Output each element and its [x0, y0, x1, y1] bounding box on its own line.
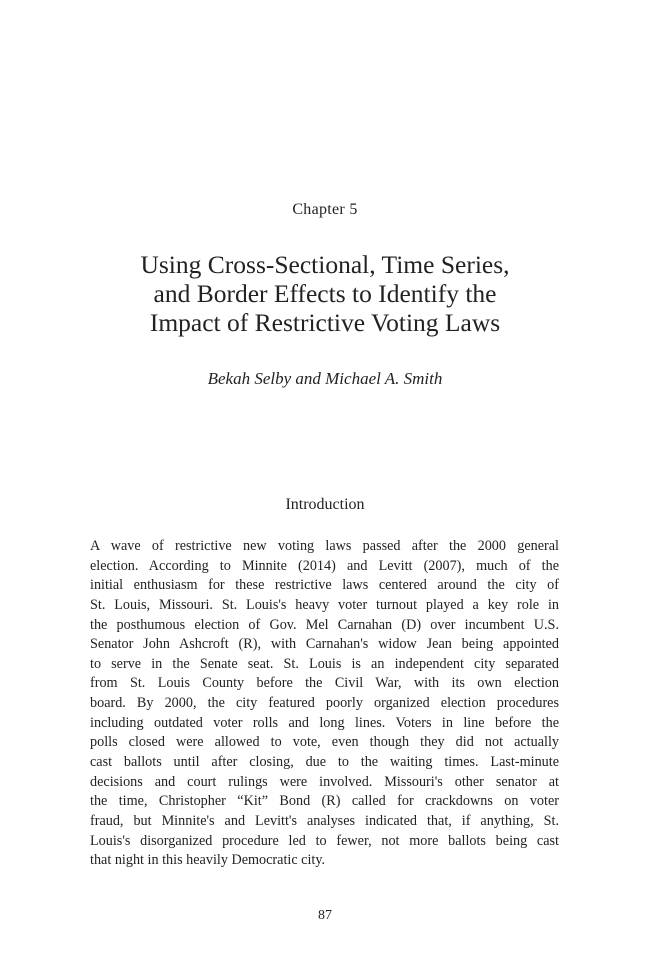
paragraph-line: St. Louis, Missouri. St. Louis's heavy voter turnout played a key role in — [90, 596, 559, 613]
chapter-title — [0, 250, 650, 337]
paragraph-line: election. According to Minnite (2014) and Levitt (2007), much of the — [90, 557, 559, 574]
paragraph-line: Louis's disorganized procedure led to fewer, not more ballots being cast — [90, 832, 559, 849]
paragraph-line: the time, Christopher “Kit” Bond (R) called for crackdowns on voter — [90, 793, 559, 810]
chapter-label: Chapter 5 — [292, 201, 358, 218]
paragraph-line: fraud, but Minnite's and Levitt's analyses indicated that, if anything, St. — [90, 812, 559, 829]
paragraph-line: board. By 2000, the city featured poorly organized election procedures — [90, 695, 559, 712]
paragraph-line: that night in this heavily Democratic city. — [90, 852, 326, 869]
chapter-authors: Bekah Selby and Michael A. Smith — [207, 369, 443, 388]
paragraph-line: the posthumous election of Gov. Mel Carnahan (D) over incumbent U.S. — [90, 616, 559, 633]
chapter-title-line: Impact of Restrictive Voting Laws — [149, 308, 501, 337]
paragraph-line: including outdated voter rolls and long lines. Voters in line before the — [90, 714, 559, 731]
page-number: 87 — [318, 908, 332, 923]
chapter-title-line: and Border Effects to Identify the — [153, 279, 497, 308]
paragraph-line: Senator John Ashcroft (R), with Carnahan's widow Jean being appointed — [90, 636, 559, 653]
paragraph-line: decisions and court rulings were involved. Missouri's other senator at — [90, 773, 559, 790]
paragraph-line: polls closed were allowed to vote, even though they did not actually — [90, 734, 559, 751]
paragraph-line: cast ballots until after closing, due to the waiting times. Last-minute — [90, 754, 559, 771]
paragraph-line: A wave of restrictive new voting laws passed after the 2000 general — [90, 538, 559, 554]
paragraph-line: initial enthusiasm for these restrictive laws centered around the city of — [90, 577, 559, 594]
paragraph-line: to serve in the Senate seat. St. Louis is an independent city separated — [90, 655, 559, 672]
chapter-title-line: Using Cross-Sectional, Time Series, — [140, 250, 510, 279]
section-heading: Introduction — [285, 496, 365, 513]
intro-paragraph — [90, 537, 559, 871]
paragraph-line: from St. Louis County before the Civil War, with its own election — [90, 675, 559, 692]
